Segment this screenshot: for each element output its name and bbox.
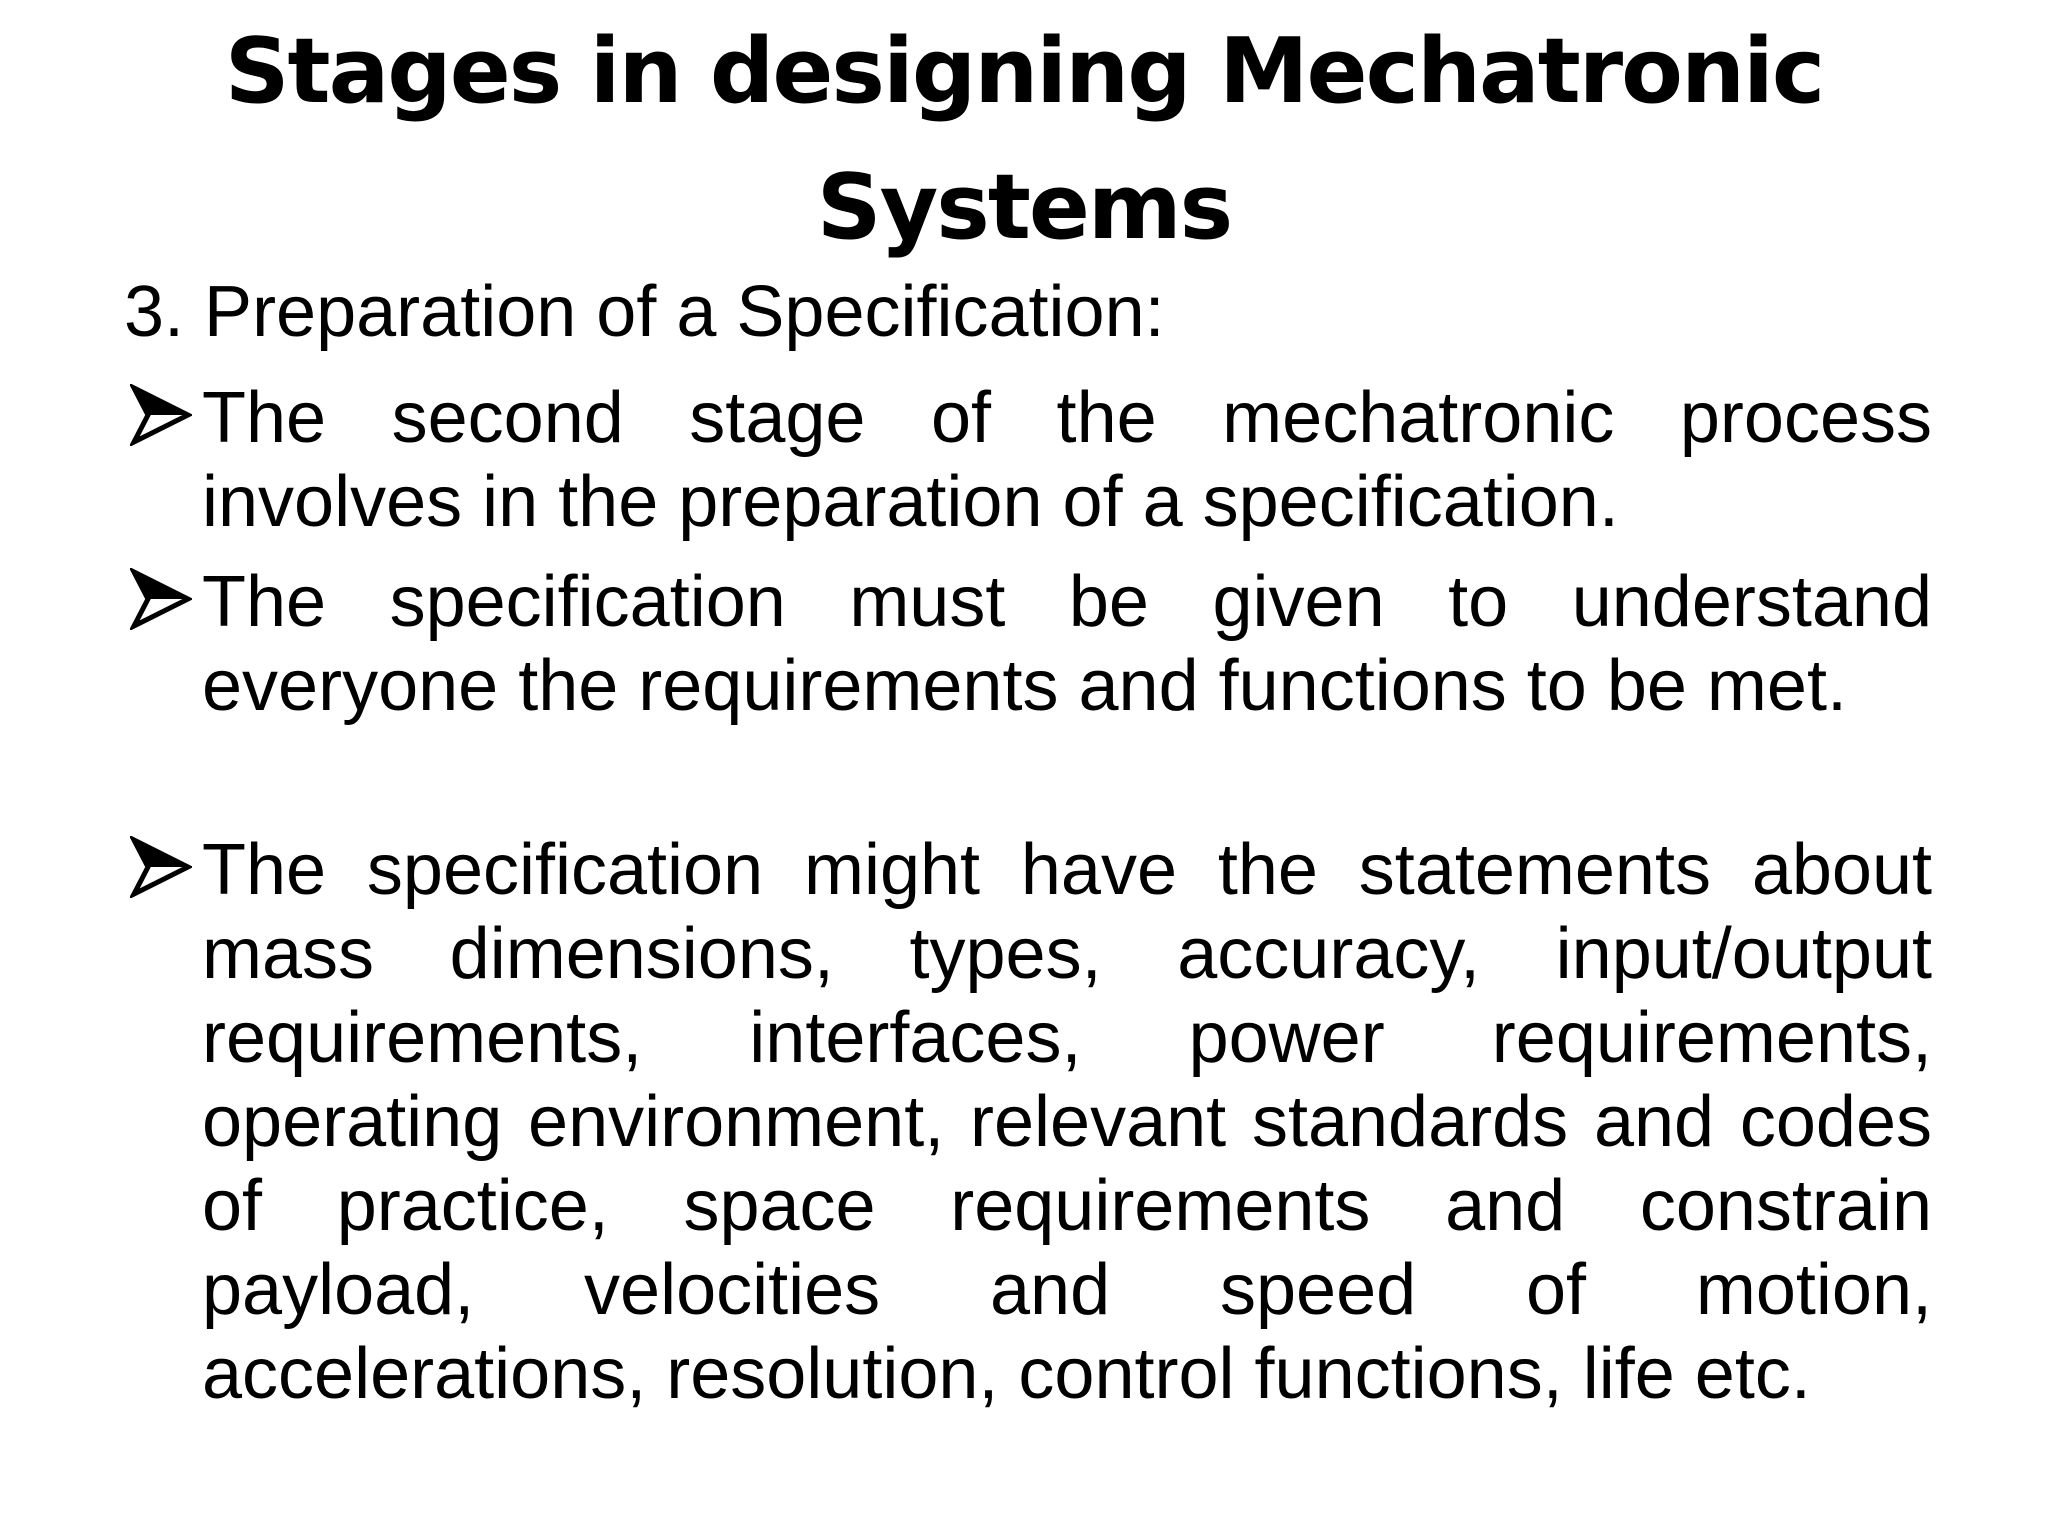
- arrow-bullet-icon: [130, 384, 192, 446]
- bullet-text: The specification must be given to understand everyone the requirements and functions to be met.: [202, 562, 1932, 726]
- arrow-bullet-icon: [130, 836, 192, 898]
- bullet-text: The specification might have the statements about mass dimensions, types, accuracy, input/output requirements, interfaces, power requirements, operating environment, relevant standards and codes of practice, space requirements and constrain payload, velocities and speed of motion, accelerations, resolution, control functions, life etc.: [202, 830, 1932, 1414]
- section-heading: 3. Preparation of a Specification:: [124, 272, 1165, 352]
- slide-title: Stages in designing Mechatronic Systems: [224, 19, 1824, 260]
- arrow-bullet-icon: [130, 568, 192, 630]
- bullet-text: The second stage of the mechatronic process involves in the preparation of a specification.: [202, 378, 1932, 542]
